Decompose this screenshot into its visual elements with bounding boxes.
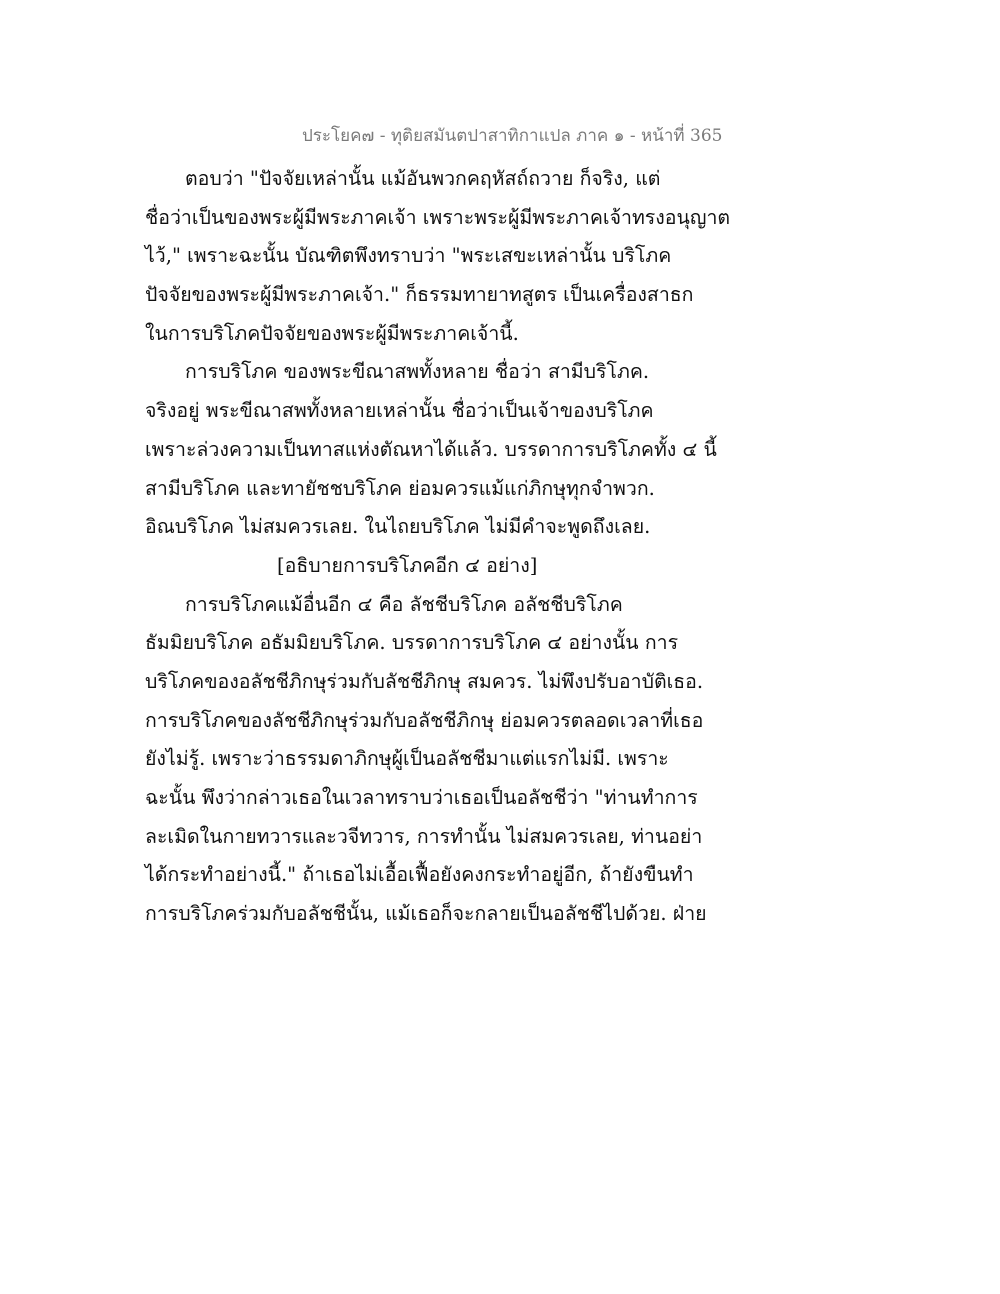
text-line: ตอบว่า "ปัจจัยเหล่านั้น แม้อันพวกคฤหัสถ์ถวาย ก็จริง, แต่ (185, 167, 661, 190)
running-header: ประโยค๗ - ทุติยสมันตปาสาทิกาแปล ภาค ๑ - หน้าที่ 365 (302, 126, 723, 146)
text-line: อิณบริโภค ไม่สมควรเลย. ในไถยบริโภค ไม่มีคำจะพูดถึงเลย. (145, 515, 651, 539)
text-line: ในการบริโภคปัจจัยของพระผู้มีพระภาคเจ้านี้. (145, 321, 519, 345)
text-line: ปัจจัยของพระผู้มีพระภาคเจ้า." ก็ธรรมทายาทสูตร เป็นเครื่องสาธก (145, 283, 694, 307)
text-line: เพราะล่วงความเป็นทาสแห่งตัณหาได้แล้ว. บรรดาการบริโภคทั้ง ๔ นี้ (145, 437, 717, 461)
text-line: การบริโภค ของพระขีณาสพทั้งหลาย ชื่อว่า สามีบริโภค. (185, 360, 650, 384)
section-heading: [อธิบายการบริโภคอีก ๔ อย่าง] (277, 553, 538, 577)
text-line: ได้กระทำอย่างนี้." ถ้าเธอไม่เอื้อเฟื้อยังคงกระทำอยู่อีก, ถ้ายังขืนทำ (145, 863, 694, 887)
text-line: การบริโภคร่วมกับอลัชชีนั้น, แม้เธอก็จะกลายเป็นอลัชชีไปด้วย. ฝ่าย (145, 902, 707, 926)
text-line: ละเมิดในกายทวารและวจีทวาร, การทำนั้น ไม่สมควรเลย, ท่านอย่า (145, 824, 703, 848)
text-line: จริงอยู่ พระขีณาสพทั้งหลายเหล่านั้น ชื่อว่าเป็นเจ้าของบริโภค (145, 399, 654, 423)
text-line: สามีบริโภค และทายัชชบริโภค ย่อมควรแม้แก่ภิกษุทุกจำพวก. (145, 476, 655, 500)
text-line: ไว้," เพราะฉะนั้น บัณฑิตพึงทราบว่า "พระเสขะเหล่านั้น บริโภค (145, 244, 672, 268)
text-line: ชื่อว่าเป็นของพระผู้มีพระภาคเจ้า เพราะพระผู้มีพระภาคเจ้าทรงอนุญาต (145, 205, 731, 229)
text-line: บริโภคของอลัชชีภิกษุร่วมกับลัชชีภิกษุ สมควร. ไม่พึงปรับอาบัติเธอ. (145, 669, 704, 693)
text-line: ยังไม่รู้. เพราะว่าธรรมดาภิกษุผู้เป็นอลัชชีมาแต่แรกไม่มี. เพราะ (145, 747, 669, 771)
text-line: การบริโภคแม้อื่นอีก ๔ คือ ลัชชีบริโภค อลัชชีบริโภค (185, 592, 623, 616)
body-text (145, 160, 731, 934)
text-line: ฉะนั้น พึงว่ากล่าวเธอในเวลาทราบว่าเธอเป็นอลัชชีว่า "ท่านทำการ (145, 786, 698, 809)
text-line: ธัมมิยบริโภค อธัมมิยบริโภค. บรรดาการบริโภค ๔ อย่างนั้น การ (145, 631, 679, 655)
text-line: การบริโภคของลัชชีภิกษุร่วมกับอลัชชีภิกษุ ย่อมควรตลอดเวลาที่เธอ (145, 708, 704, 732)
